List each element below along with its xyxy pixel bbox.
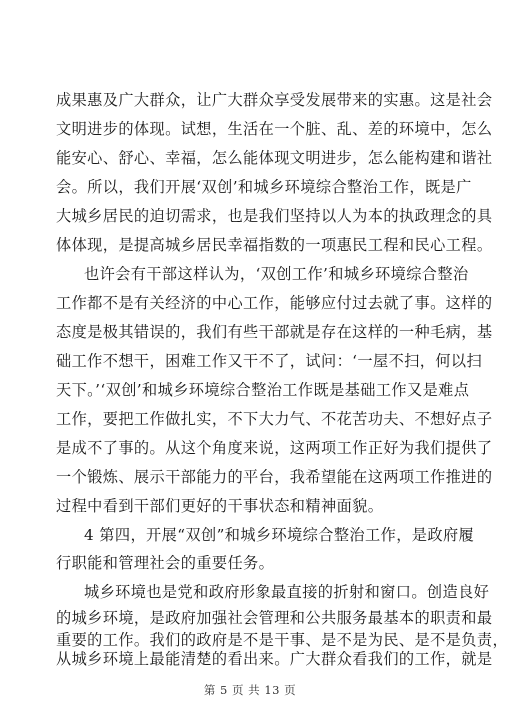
paragraph-line: 体体现，是提高城乡居民幸福指数的一项惠民工程和民心工程。 (56, 236, 493, 254)
paragraph-line: 重要的工作。我们的政府是不是干事、是不是为民、是不是负责， (56, 631, 508, 649)
paragraph-line: 会。所以，我们开展‘双创’和城乡环境综合整治工作，既是广 (56, 178, 472, 196)
paragraph-line: 的城乡环境，是政府加强社会管理和公共服务最基本的职责和最 (56, 609, 493, 627)
paragraph-line: 成果惠及广大群众，让广大群众享受发展带来的实惠。这是社会 (56, 91, 493, 109)
paragraph-line: 文明进步的体现。试想，生活在一个脏、乱、差的环境中，怎么 (56, 120, 493, 138)
paragraph-line: 是成不了事的。从这个角度来说，这两项工作正好为我们提供了 (56, 439, 493, 457)
paragraph-line: 也许会有干部这样认为，‘双创工作’和城乡环境综合整治 (84, 265, 469, 283)
paragraph-line: 过程中看到干部们更好的干事状态和精神面貌。 (56, 497, 384, 515)
paragraph-line: 从城乡环境上最能清楚的看出来。广大群众看我们的工作，就是 (56, 650, 493, 668)
section-heading: 行职能和管理社会的重要任务。 (56, 554, 275, 572)
paragraph-line: 工作，要把工作做扎实，不下大力气、不花苦功夫、不想好点子 (56, 410, 493, 428)
paragraph-line: 一个锻炼、展示干部能力的平台，我希望能在这两项工作推进的 (56, 468, 493, 486)
page-footer: 第 5 页 共 13 页 (203, 683, 297, 697)
paragraph-line: 城乡环境也是党和政府形象最直接的折射和窗口。创造良好 (84, 583, 490, 601)
paragraph-line: 大城乡居民的迫切需求，也是我们坚持以人为本的执政理念的具 (56, 207, 493, 225)
paragraph-line: 态度是极其错误的，我们有些干部就是存在这样的一种毛病，基 (56, 323, 493, 341)
paragraph-line: 能安心、舒心、幸福，怎么能体现文明进步，怎么能构建和谐社 (56, 149, 493, 167)
section-heading: 4 第四，开展“双创”和城乡环境综合整治工作，是政府履 (84, 526, 475, 544)
paragraph-line: 工作都不是有关经济的中心工作，能够应付过去就了事。这样的 (56, 294, 493, 312)
paragraph-line: 天下。’‘双创’和城乡环境综合整治工作既是基础工作又是难点 (56, 381, 470, 399)
paragraph-line: 础工作不想干，困难工作又干不了，试问：‘一屋不扫，何以扫 (56, 352, 483, 370)
